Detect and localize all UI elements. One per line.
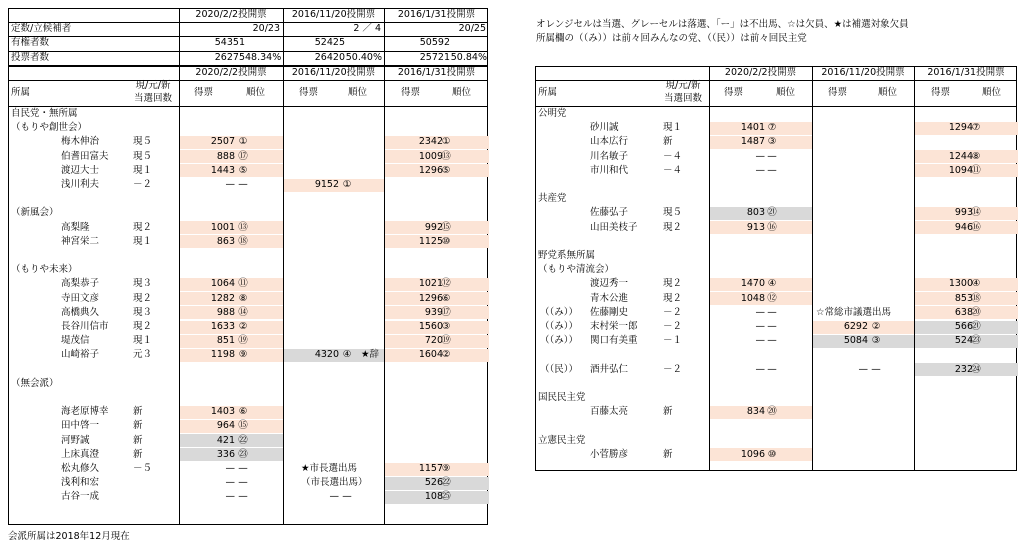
rank-2020: — (767, 150, 777, 162)
candidate-status: －４ (663, 150, 683, 162)
turnout-2016-01: 50.84% (450, 52, 487, 63)
rank-2020: ⑫ (767, 292, 777, 304)
candidate-name: 高梨恭子 (61, 278, 100, 290)
votes-2016-11: 9152 (314, 179, 339, 190)
votes-2020: 851 (216, 335, 235, 347)
rank-2016-01: ⑤ (441, 164, 451, 176)
candidate-name: 伯耆田富夫 (61, 150, 109, 162)
candidate-status: 現１ (133, 235, 153, 247)
group-name: （もりや未来） (11, 264, 78, 276)
votes-2016-01: 566 (954, 321, 973, 332)
right-rank-heading-2020: 順位 (776, 87, 796, 98)
electorate-2016-11: 52425 (314, 37, 345, 48)
electorate-2016-01: 50592 (419, 37, 450, 48)
rank-2020: ⑧ (238, 292, 248, 304)
votes-2020: 1487 (740, 136, 765, 148)
rank-2020: ⑦ (767, 122, 777, 134)
candidate-name: 佐藤剛史 (590, 306, 629, 318)
rank-2016-01: ⑨ (441, 463, 451, 474)
rank-2020: — (767, 306, 777, 318)
left-status-heading: 現/元/新 (135, 80, 171, 91)
voters-2016-11: 26420 (314, 52, 345, 63)
rank-2020: ⑨ (238, 349, 248, 361)
candidate-status: 新 (133, 448, 143, 460)
votes-2020: 2507 (210, 136, 235, 148)
prior-affiliation: （（み）） (540, 335, 579, 347)
candidate-status: 現１ (663, 122, 683, 134)
rank-2020: — (767, 164, 777, 176)
candidate-name: 高梨隆 (61, 221, 90, 233)
rank-2016-01: ㉔ (971, 363, 981, 375)
votes-2016-01: 1094 (948, 164, 973, 176)
candidacy-note: （市長選出馬） (301, 477, 368, 489)
rank-2020: ③ (767, 136, 777, 148)
election-2020-heading: 2020/2/2投開票 (195, 9, 267, 20)
candidate-name: 堤茂信 (61, 335, 90, 347)
votes-2020: — (225, 477, 235, 489)
votes-2016-01: 993 (954, 207, 973, 219)
candidate-name: 山本広行 (590, 136, 629, 148)
rank-2020: — (767, 321, 777, 332)
candidate-name: 関口有美重 (590, 335, 638, 347)
group-name: （無会派） (11, 377, 59, 389)
votes-2020: 1633 (210, 321, 235, 332)
candidate-status: 現５ (133, 136, 153, 148)
votes-2016-11: 4320 (314, 349, 339, 361)
rank-2016-01: ⑫ (441, 278, 451, 290)
candidate-status: －２ (663, 363, 683, 375)
candidate-status: －１ (663, 335, 683, 347)
votes-2016-11: 5084 (843, 335, 868, 347)
votes-2020: 803 (746, 207, 765, 219)
votes-2020: 1198 (210, 349, 235, 361)
candidate-status: 現３ (133, 306, 153, 318)
rank-2016-11: ① (342, 179, 352, 190)
right-votes-heading-2016-01: 得票 (931, 87, 951, 98)
votes-2016-01: 853 (954, 292, 973, 304)
votes-2016-01: 526 (424, 477, 443, 489)
voters-label: 投票者数 (11, 52, 50, 63)
left-col-2016-01: 2016/1/31投開票 (397, 67, 476, 78)
votes-2016-01: 108 (424, 491, 443, 503)
candidacy-note: ☆常総市議選出馬 (816, 306, 892, 318)
rank-2016-01: ㉑ (971, 321, 981, 332)
prior-affiliation: （（み）） (540, 321, 579, 332)
rank-2020: ① (238, 136, 248, 148)
votes-2020: 1048 (740, 292, 765, 304)
rank-2016-01: ㉒ (441, 477, 451, 489)
votes-2020: 913 (746, 221, 765, 233)
votes-2020: 1282 (210, 292, 235, 304)
rank-2020: ⑲ (238, 335, 248, 347)
votes-2020: — (225, 491, 235, 503)
candidate-status: 現２ (663, 278, 683, 290)
right-rank-heading-2016-11: 順位 (878, 87, 898, 98)
rank-2016-01: ㉕ (441, 491, 451, 503)
rank-2020: ⑱ (238, 235, 248, 247)
rank-2016-01: ④ (971, 278, 981, 290)
votes-2016-01: 1296 (418, 164, 443, 176)
votes-2016-01: 1021 (418, 278, 443, 290)
candidate-name: 梅木伸治 (61, 136, 100, 148)
votes-2016-01: 992 (424, 221, 443, 233)
rank-2016-01: ⑮ (441, 221, 451, 233)
rank-2020: ⑬ (238, 221, 248, 233)
rank-2020: ⑳ (767, 406, 777, 418)
rank-2016-11: ② (871, 321, 881, 332)
rank-2020: — (238, 179, 248, 190)
votes-2016-01: 638 (954, 306, 973, 318)
rank-2020: ⑩ (767, 448, 777, 460)
prior-affiliation: （（み）） (540, 306, 579, 318)
votes-2020: 1096 (740, 448, 765, 460)
turnout-2020: 48.34% (245, 52, 282, 63)
voters-2020: 26275 (214, 52, 245, 63)
rank-2020: ⑯ (767, 221, 777, 233)
group-name: 共産党 (538, 193, 567, 205)
right-rank-heading-2016-01: 順位 (982, 87, 1002, 98)
group-name: 自民党・無所属 (11, 108, 78, 119)
votes-2016-01: 524 (954, 335, 973, 347)
candidate-status: －２ (663, 321, 683, 332)
votes-2020: — (755, 321, 765, 332)
left-summary-table (8, 8, 488, 66)
votes-2016-01: 946 (954, 221, 973, 233)
left-group-heading: 所属 (11, 87, 31, 98)
right-times-heading: 当選回数 (663, 93, 702, 104)
right-col-2016-11: 2016/11/20投開票 (821, 67, 905, 78)
rank-2016-01: ⑯ (971, 221, 981, 233)
candidate-name: 神宮栄二 (61, 235, 100, 247)
votes-2016-01: 1300 (948, 278, 973, 290)
rank-2016-01: ③ (441, 321, 451, 332)
votes-2020: — (225, 463, 235, 474)
rank-2016-01: ⑦ (971, 122, 981, 134)
left-results-table (8, 66, 488, 525)
candidate-name: 河野誠 (61, 434, 90, 446)
left-col-2016-11: 2016/11/20投開票 (291, 67, 376, 78)
votes-2020: — (225, 179, 235, 190)
candidate-name: 松丸修久 (61, 463, 100, 474)
votes-2016-01: 1604 (418, 349, 443, 361)
rank-2020: ⑮ (238, 420, 248, 432)
group-name: 立憲民主党 (538, 434, 586, 446)
votes-2020: 336 (216, 448, 235, 460)
left-votes-heading-2016-11: 得票 (299, 87, 319, 98)
candidate-status: 現２ (133, 321, 153, 332)
rank-2020: ⑪ (238, 278, 248, 290)
electorate-2020: 54351 (214, 37, 245, 48)
rank-2020: — (767, 363, 777, 375)
rank-2016-01: ⑱ (971, 292, 981, 304)
candidate-status: 現２ (133, 292, 153, 304)
rank-2020: — (238, 463, 248, 474)
candidate-name: 渡辺秀一 (590, 278, 629, 290)
votes-2020: — (755, 335, 765, 347)
rank-2016-11: ④ (342, 349, 352, 361)
rank-2016-01: ⑩ (441, 235, 451, 247)
votes-2020: — (755, 363, 765, 375)
votes-2020: — (755, 164, 765, 176)
votes-2020: 421 (216, 434, 235, 446)
candidate-name: 寺田文彦 (61, 292, 100, 304)
rank-2020: — (238, 477, 248, 489)
seats-2020: 20/23 (252, 23, 280, 34)
votes-2016-01: 1244 (948, 150, 973, 162)
votes-2020: 834 (746, 406, 765, 418)
candidate-status: 新 (663, 448, 673, 460)
candidate-name: 海老原博幸 (61, 406, 109, 418)
candidate-status: 現１ (133, 335, 153, 347)
candidate-name: 青木公進 (590, 292, 629, 304)
candidate-status: －２ (133, 179, 153, 190)
rank-2016-01: ㉓ (971, 335, 981, 347)
votes-2016-01: 1296 (418, 292, 443, 304)
rank-2016-01: ⑬ (441, 150, 451, 162)
votes-2020: — (755, 306, 765, 318)
seats-2016-11: 2 ／ 4 (353, 23, 381, 34)
legend-line-1: オレンジセルは当選、グレーセルは落選、「ー」は不出馬、☆は欠員、★は補選対象欠員 (536, 19, 909, 30)
left-rank-heading-2020: 順位 (246, 87, 266, 98)
votes-2016-01: 1560 (418, 321, 443, 332)
rank-2020: ㉑ (767, 207, 777, 219)
group-name: 野党系無所属 (538, 250, 596, 261)
rank-2016-01: ⑪ (971, 164, 981, 176)
right-results-table (535, 66, 1017, 471)
votes-2020: 1064 (210, 278, 235, 290)
left-votes-heading-2020: 得票 (194, 87, 214, 98)
votes-2016-11: — (858, 363, 868, 375)
candidate-status: 現５ (133, 150, 153, 162)
candidate-status: 現２ (133, 221, 153, 233)
candidate-status: 新 (133, 420, 143, 432)
candidate-name: 砂川誠 (590, 122, 619, 134)
votes-2016-01: 1294 (948, 122, 973, 134)
right-col-2020: 2020/2/2投開票 (724, 67, 797, 78)
votes-2016-01: 1157 (418, 463, 443, 474)
votes-2020: 964 (216, 420, 235, 432)
rank-2016-01: ⑭ (971, 207, 981, 219)
legend-line-2: 所属欄の（（み））は前々回みんなの党、（（民））は前々回民主党 (536, 33, 807, 44)
candidate-status: －４ (663, 164, 683, 176)
rank-2020: ⑰ (238, 150, 248, 162)
left-votes-heading-2016-01: 得票 (401, 87, 421, 98)
candidate-name: 長谷川信市 (61, 321, 109, 332)
rank-2020: ⑭ (238, 306, 248, 318)
rank-2020: ⑤ (238, 164, 248, 176)
candidate-status: 現５ (663, 207, 683, 219)
votes-2020: 988 (216, 306, 235, 318)
rank-2020: — (238, 491, 248, 503)
right-votes-heading-2020: 得票 (724, 87, 744, 98)
voters-2016-01: 25721 (419, 52, 450, 63)
rank-2020: ② (238, 321, 248, 332)
votes-2020: 1470 (740, 278, 765, 290)
votes-2020: 888 (216, 150, 235, 162)
votes-2020: — (755, 150, 765, 162)
votes-2020: 1001 (210, 221, 235, 233)
electorate-label: 有権者数 (11, 37, 50, 48)
votes-2016-01: 2342 (418, 136, 443, 148)
candidate-status: 新 (663, 136, 673, 148)
candidate-status: 現２ (663, 292, 683, 304)
rank-2016-11: — (871, 363, 881, 375)
rank-2016-11: ③ (871, 335, 881, 347)
rank-2016-01: ⑲ (441, 335, 451, 347)
rank-2020: ㉒ (238, 434, 248, 446)
right-group-heading: 所属 (538, 87, 558, 98)
votes-2020: 863 (216, 235, 235, 247)
vacancy-note: ★辞 (361, 349, 380, 361)
candidate-status: 現１ (133, 164, 153, 176)
right-votes-heading-2016-11: 得票 (828, 87, 848, 98)
votes-2020: 1403 (210, 406, 235, 418)
candidate-name: 末村栄一郎 (590, 321, 638, 332)
candidate-status: 現３ (133, 278, 153, 290)
rank-2020: — (767, 335, 777, 347)
votes-2020: 1401 (740, 122, 765, 134)
left-rank-heading-2016-11: 順位 (348, 87, 368, 98)
candidate-status: －５ (133, 463, 153, 474)
candidate-name: 高橋典久 (61, 306, 100, 318)
candidate-name: 渡辺大士 (61, 164, 100, 176)
candidate-status: 現２ (663, 221, 683, 233)
group-name: （もりや清流会） (538, 264, 615, 276)
seats-2016-01: 20/25 (458, 23, 486, 34)
candidate-name: 小菅勝彦 (590, 448, 629, 460)
candidate-name: 浅川利夫 (61, 179, 100, 190)
candidate-name: 田中啓一 (61, 420, 100, 432)
votes-2016-01: 720 (424, 335, 443, 347)
candidate-name: 百藤太亮 (590, 406, 629, 418)
votes-2016-11: 6292 (843, 321, 868, 332)
votes-2016-01: 939 (424, 306, 443, 318)
rank-2016-01: ⑰ (441, 306, 451, 318)
seats-candidates-label: 定数/立候補者 (11, 23, 72, 34)
candidate-name: 古谷一成 (61, 491, 100, 503)
candidate-name: 川名敏子 (590, 150, 629, 162)
group-name: 公明党 (538, 108, 567, 119)
prior-affiliation: （（民）） (540, 363, 579, 375)
right-col-2016-01: 2016/1/31投開票 (927, 67, 1005, 78)
candidate-status: －２ (663, 306, 683, 318)
rank-2016-01: ⑧ (971, 150, 981, 162)
turnout-2016-11: 50.40% (345, 52, 382, 63)
rank-2020: ㉓ (238, 448, 248, 460)
votes-2020: 1443 (210, 164, 235, 176)
votes-2016-01: 1009 (418, 150, 443, 162)
left-times-heading: 当選回数 (133, 93, 172, 104)
rank-2016-11: — (342, 491, 352, 503)
candidate-status: 元３ (133, 349, 153, 361)
candidacy-note: ★市長選出馬 (301, 463, 358, 474)
candidate-status: 新 (133, 434, 143, 446)
candidate-name: 山崎裕子 (61, 349, 100, 361)
candidate-name: 山田美枝子 (590, 221, 638, 233)
affiliation-footnote: 会派所属は2018年12月現在 (8, 531, 130, 542)
rank-2016-01: ⑳ (971, 306, 981, 318)
candidate-name: 上床真澄 (61, 448, 100, 460)
right-status-heading: 現/元/新 (665, 80, 701, 91)
left-col-2020: 2020/2/2投開票 (195, 67, 267, 78)
rank-2020: ④ (767, 278, 777, 290)
group-name: （もりや創世会） (11, 122, 88, 134)
candidate-name: 市川和代 (590, 164, 629, 176)
candidate-status: 新 (663, 406, 673, 418)
rank-2016-01: ② (441, 349, 451, 361)
candidate-name: 酒井弘仁 (590, 363, 629, 375)
rank-2016-01: ① (441, 136, 451, 148)
group-name: 国民民主党 (538, 392, 586, 403)
left-rank-heading-2016-01: 順位 (452, 87, 472, 98)
election-2016-01-heading: 2016/1/31投開票 (397, 9, 476, 20)
candidate-name: 浅利和宏 (61, 477, 100, 489)
rank-2016-01: ⑥ (441, 292, 451, 304)
candidate-status: 新 (133, 406, 143, 418)
rank-2020: ⑥ (238, 406, 248, 418)
votes-2016-11: — (329, 491, 339, 503)
group-name: （新風会） (11, 207, 59, 219)
votes-2016-01: 1125 (418, 235, 443, 247)
candidate-name: 佐藤弘子 (590, 207, 629, 219)
votes-2016-01: 232 (954, 363, 973, 375)
election-2016-11-heading: 2016/11/20投開票 (291, 9, 376, 20)
